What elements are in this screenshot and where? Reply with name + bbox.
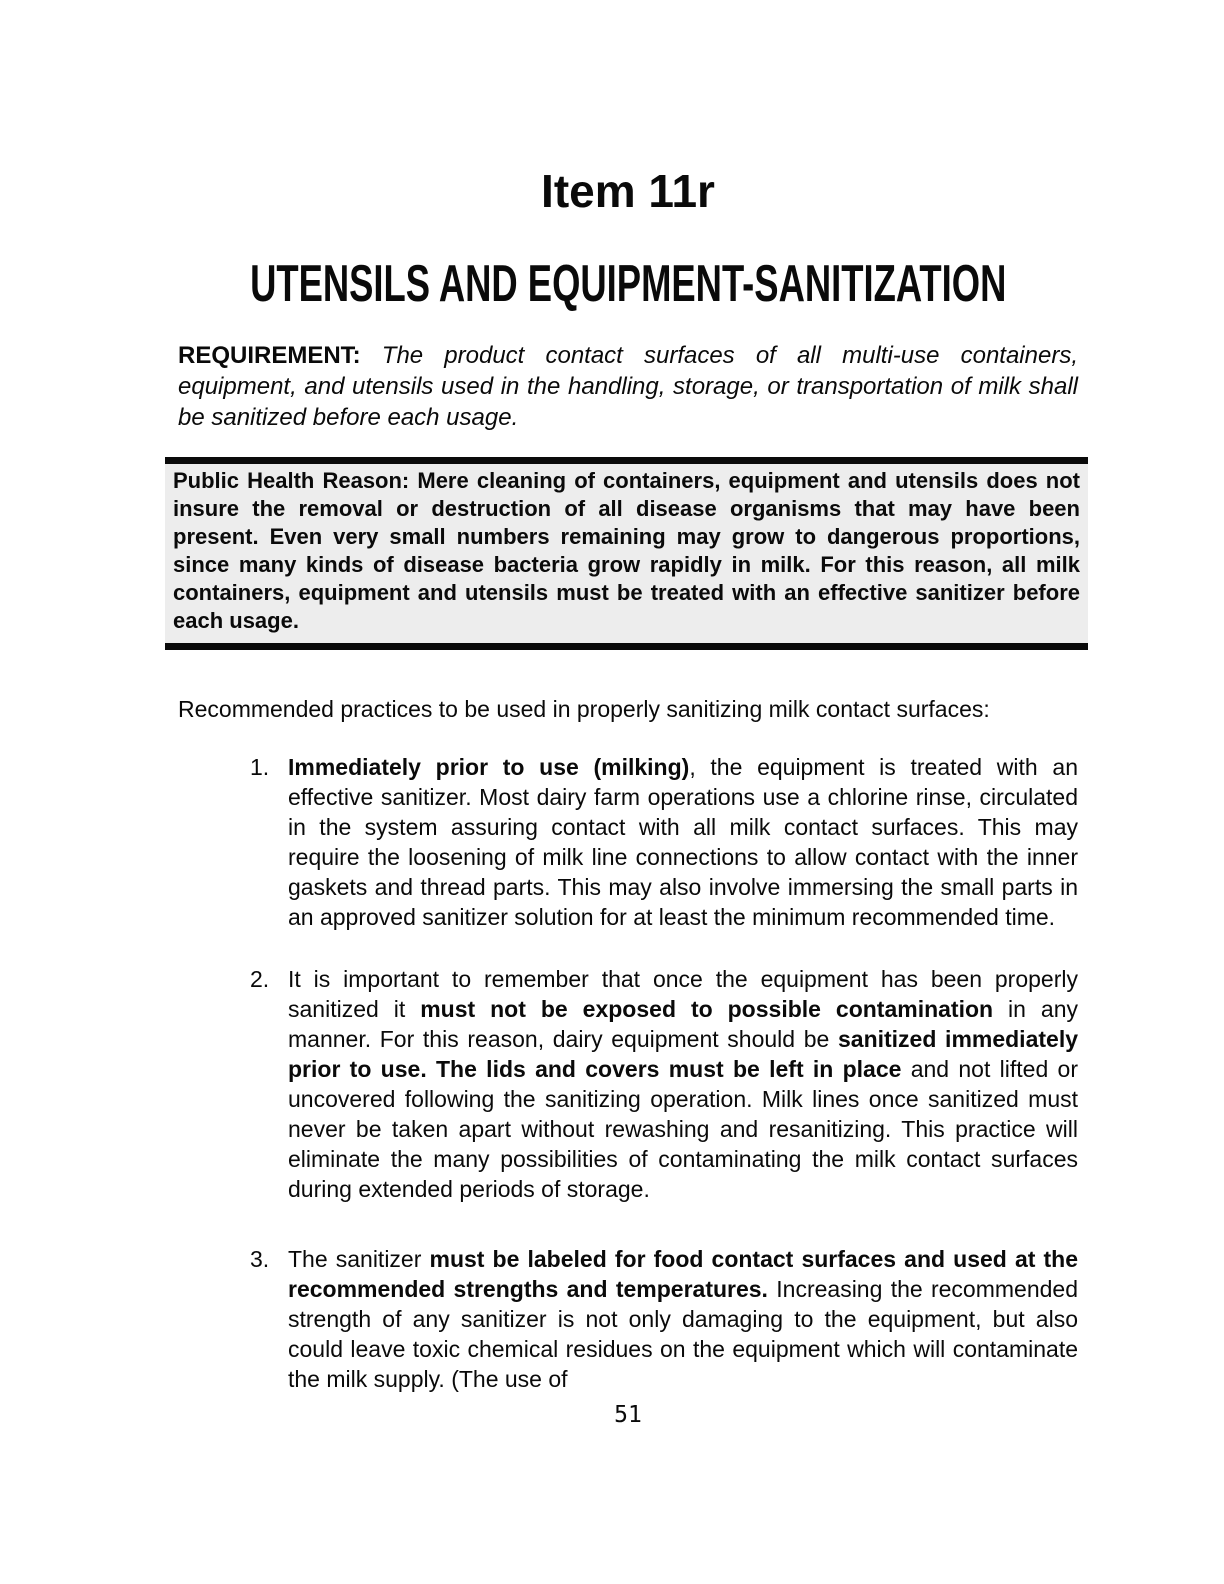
list-item-text: It is important to remember that once the equipment has been properly sanitized it must not be exposed to possible contamination in any manner. For this reason, dairy equipment should be sanitized immediately prior to use. The lids and covers must be left in place and not lifted or uncovered following the sanitizing operation. Milk lines once sanitized must never be taken apart without rewashing and resanitizing. This practice will eliminate the many possibilities of contaminating the milk contact surfaces during extended periods of storage.	[288, 966, 1078, 1202]
list-item-number: 2.	[250, 966, 270, 992]
practice-item-1	[250, 752, 1078, 932]
list-item-text: The sanitizer must be labeled for food contact surfaces and used at the recommended strengths and temperatures. Increasing the recommended strength of any sanitizer is not only damaging to the equipment, but also could leave toxic chemical residues on the equipment which will contaminate the milk supply. (The use of	[288, 1246, 1079, 1392]
practices-list	[250, 752, 1078, 1394]
practice-item-3	[250, 1244, 1078, 1394]
requirement-paragraph: REQUIREMENT: The product contact surfaces of all multi-use containers, equipment, and utensils used in the handling, storage, or transportation of milk shall be sanitized before each usage.	[178, 342, 1078, 431]
list-item-number: 3.	[250, 1246, 270, 1272]
practice-item-2	[250, 964, 1078, 1204]
document-title-text: UTENSILS AND EQUIPMENT-SANITIZATION	[249, 255, 1007, 313]
list-item-number: 1.	[250, 754, 270, 780]
list-item-text: Immediately prior to use (milking), the equipment is treated with an effective sanitizer. Most dairy farm operations use a chlorine rinse, circulated in the system assuring contact with all milk contact surfaces. This may require the loosening of milk line connections to allow contact with the inner gaskets and thread parts. This may also involve immersing the small parts in an approved sanitizer solution for at least the minimum recommended time.	[288, 754, 1078, 930]
intro-paragraph: Recommended practices to be used in properly sanitizing milk contact surfaces:	[178, 696, 990, 722]
public-health-reason-box: Public Health Reason: Mere cleaning of containers, equipment and utensils does not insure the removal or destruction of all disease organisms that may have been present. Even very small numbers remaining may grow to dangerous proportions, since many kinds of disease bacteria grow rapidly in milk. For this reason, all milk containers, equipment and utensils must be treated with an effective sanitizer before each usage.	[165, 457, 1088, 650]
item-number-heading: Item 11r	[541, 165, 715, 217]
page-number: 51	[614, 1402, 642, 1428]
document-title	[178, 255, 1078, 313]
